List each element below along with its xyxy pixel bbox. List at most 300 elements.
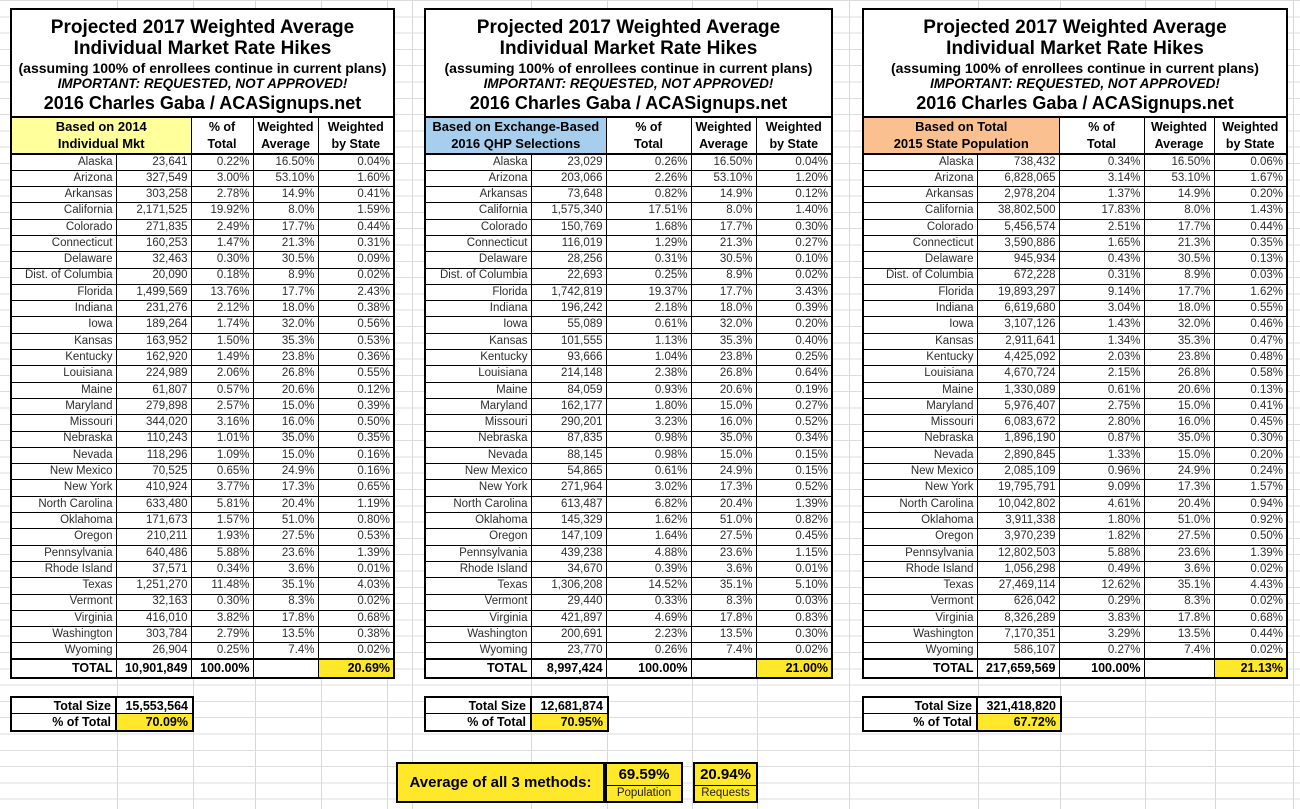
weighted-avg-cell[interactable]: 35.3% (253, 333, 318, 349)
weighted-state-cell[interactable]: 0.48% (1214, 350, 1287, 366)
total-blank-cell[interactable] (253, 659, 318, 678)
weighted-avg-cell[interactable]: 16.0% (691, 415, 756, 431)
basis-header[interactable] (425, 117, 606, 154)
pct-total-cell[interactable]: 1.64% (606, 529, 691, 545)
state-cell[interactable]: Connecticut (11, 235, 116, 251)
weighted-avg-cell[interactable]: 3.6% (1144, 561, 1214, 577)
pct-total-cell[interactable]: 17.51% (606, 203, 691, 219)
weighted-state-cell[interactable]: 1.39% (318, 545, 394, 561)
total-weighted-cell[interactable]: 20.69% (318, 659, 394, 678)
state-cell[interactable]: Iowa (425, 317, 531, 333)
pct-of-total-value[interactable]: 67.72% (978, 714, 1060, 730)
pct-total-cell[interactable]: 0.65% (191, 464, 253, 480)
weighted-avg-cell[interactable]: 7.4% (253, 643, 318, 659)
pct-of-total-label[interactable]: % of Total (426, 714, 532, 730)
pct-total-cell[interactable]: 0.25% (191, 643, 253, 659)
enrollment-cell[interactable]: 10,042,802 (977, 496, 1059, 512)
state-cell[interactable]: North Carolina (11, 496, 116, 512)
weighted-state-cell[interactable]: 0.09% (318, 252, 394, 268)
enrollment-cell[interactable]: 189,264 (116, 317, 191, 333)
weighted-avg-cell[interactable]: 30.5% (253, 252, 318, 268)
enrollment-cell[interactable]: 1,330,089 (977, 382, 1059, 398)
weighted-state-cell[interactable]: 0.45% (1214, 415, 1287, 431)
weighted-state-cell[interactable]: 3.43% (756, 284, 832, 300)
total-size-label[interactable]: Total Size (426, 698, 532, 714)
pct-total-cell[interactable]: 9.09% (1059, 480, 1144, 496)
weighted-state-cell[interactable]: 0.53% (318, 333, 394, 349)
weighted-avg-cell[interactable]: 17.7% (691, 219, 756, 235)
weighted-avg-cell[interactable]: 20.6% (1144, 382, 1214, 398)
pct-total-cell[interactable]: 0.61% (1059, 382, 1144, 398)
weighted-state-cell[interactable]: 0.12% (318, 382, 394, 398)
weighted-avg-cell[interactable]: 18.0% (253, 301, 318, 317)
enrollment-cell[interactable]: 6,828,065 (977, 170, 1059, 186)
weighted-avg-cell[interactable]: 21.3% (1144, 235, 1214, 251)
state-cell[interactable]: Vermont (11, 594, 116, 610)
state-cell[interactable]: Nebraska (863, 431, 977, 447)
weighted-state-cell[interactable]: 1.43% (1214, 203, 1287, 219)
weighted-state-cell[interactable]: 0.25% (756, 350, 832, 366)
weighted-avg-cell[interactable]: 32.0% (1144, 317, 1214, 333)
pct-total-cell[interactable]: 3.14% (1059, 170, 1144, 186)
weighted-avg-cell[interactable]: 20.6% (691, 382, 756, 398)
pct-total-cell[interactable]: 4.61% (1059, 496, 1144, 512)
enrollment-cell[interactable]: 110,243 (116, 431, 191, 447)
enrollment-cell[interactable]: 279,898 (116, 398, 191, 414)
pct-total-cell[interactable]: 4.88% (606, 545, 691, 561)
enrollment-cell[interactable]: 633,480 (116, 496, 191, 512)
pct-total-cell[interactable]: 0.33% (606, 594, 691, 610)
weighted-avg-cell[interactable]: 17.3% (691, 480, 756, 496)
weighted-state-cell[interactable]: 0.55% (318, 366, 394, 382)
total-size-label[interactable]: Total Size (12, 698, 117, 714)
weighted-avg-cell[interactable]: 20.4% (691, 496, 756, 512)
state-cell[interactable]: Alaska (11, 154, 116, 170)
enrollment-cell[interactable]: 32,463 (116, 252, 191, 268)
enrollment-cell[interactable]: 101,555 (531, 333, 606, 349)
weighted-avg-cell[interactable]: 35.1% (691, 578, 756, 594)
weighted-avg-cell[interactable]: 24.9% (1144, 464, 1214, 480)
pct-total-cell[interactable]: 0.18% (191, 268, 253, 284)
weighted-avg-cell[interactable]: 15.0% (1144, 447, 1214, 463)
enrollment-cell[interactable]: 214,148 (531, 366, 606, 382)
basis-header[interactable] (863, 117, 1059, 154)
weighted-state-cell[interactable]: 1.60% (318, 170, 394, 186)
pct-total-cell[interactable]: 1.13% (606, 333, 691, 349)
weighted-state-cell[interactable]: 0.35% (1214, 235, 1287, 251)
weighted-state-cell[interactable]: 0.20% (756, 317, 832, 333)
weighted-avg-cell[interactable]: 8.3% (691, 594, 756, 610)
state-cell[interactable]: North Carolina (425, 496, 531, 512)
weighted-state-cell[interactable]: 0.50% (318, 415, 394, 431)
weighted-state-cell[interactable]: 0.38% (318, 627, 394, 643)
weighted-avg-cell[interactable]: 35.1% (253, 578, 318, 594)
enrollment-cell[interactable]: 84,059 (531, 382, 606, 398)
state-cell[interactable]: Alaska (425, 154, 531, 170)
total-blank-cell[interactable] (691, 659, 756, 678)
weighted-state-cell[interactable]: 0.44% (1214, 219, 1287, 235)
weighted-avg-cell[interactable]: 26.8% (1144, 366, 1214, 382)
total-value-cell[interactable]: 8,997,424 (531, 659, 606, 678)
weighted-state-cell[interactable]: 0.12% (756, 187, 832, 203)
weighted-avg-cell[interactable]: 21.3% (253, 235, 318, 251)
total-pct-cell[interactable]: 100.00% (606, 659, 691, 678)
pct-total-cell[interactable]: 1.68% (606, 219, 691, 235)
enrollment-cell[interactable]: 162,920 (116, 350, 191, 366)
weighted-state-cell[interactable]: 0.83% (756, 610, 832, 626)
weighted-state-cell[interactable]: 0.45% (756, 529, 832, 545)
enrollment-cell[interactable]: 303,784 (116, 627, 191, 643)
weighted-avg-cell[interactable]: 8.0% (253, 203, 318, 219)
weighted-avg-cell[interactable]: 23.8% (1144, 350, 1214, 366)
enrollment-cell[interactable]: 613,487 (531, 496, 606, 512)
state-cell[interactable]: Oregon (863, 529, 977, 545)
weighted-avg-cell[interactable]: 17.8% (691, 610, 756, 626)
pct-total-cell[interactable]: 4.69% (606, 610, 691, 626)
state-cell[interactable]: Florida (425, 284, 531, 300)
weighted-state-cell[interactable]: 4.03% (318, 578, 394, 594)
enrollment-cell[interactable]: 1,896,190 (977, 431, 1059, 447)
average-methods-label[interactable]: Average of all 3 methods: (396, 762, 605, 803)
enrollment-cell[interactable]: 196,242 (531, 301, 606, 317)
pct-total-cell[interactable]: 6.82% (606, 496, 691, 512)
state-cell[interactable]: Louisiana (11, 366, 116, 382)
state-cell[interactable]: Maine (863, 382, 977, 398)
total-weighted-cell[interactable]: 21.00% (756, 659, 832, 678)
enrollment-cell[interactable]: 6,083,672 (977, 415, 1059, 431)
col-header-weighted-average[interactable]: Weighted Average (253, 117, 318, 154)
weighted-avg-cell[interactable]: 16.0% (1144, 415, 1214, 431)
pct-total-cell[interactable]: 1.43% (1059, 317, 1144, 333)
enrollment-cell[interactable]: 162,177 (531, 398, 606, 414)
weighted-state-cell[interactable]: 0.34% (756, 431, 832, 447)
weighted-state-cell[interactable]: 0.55% (1214, 301, 1287, 317)
state-cell[interactable]: Maryland (863, 398, 977, 414)
total-weighted-cell[interactable]: 21.13% (1214, 659, 1287, 678)
state-cell[interactable]: Arizona (425, 170, 531, 186)
state-cell[interactable]: Dist. of Columbia (11, 268, 116, 284)
enrollment-cell[interactable]: 116,019 (531, 235, 606, 251)
pct-total-cell[interactable]: 2.03% (1059, 350, 1144, 366)
enrollment-cell[interactable]: 12,802,503 (977, 545, 1059, 561)
pct-total-cell[interactable]: 14.52% (606, 578, 691, 594)
pct-total-cell[interactable]: 3.82% (191, 610, 253, 626)
pct-total-cell[interactable]: 1.49% (191, 350, 253, 366)
state-cell[interactable]: Washington (11, 627, 116, 643)
enrollment-cell[interactable]: 344,020 (116, 415, 191, 431)
pct-total-cell[interactable]: 1.93% (191, 529, 253, 545)
pct-total-cell[interactable]: 19.92% (191, 203, 253, 219)
state-cell[interactable]: New Mexico (863, 464, 977, 480)
pct-total-cell[interactable]: 1.57% (191, 513, 253, 529)
weighted-avg-cell[interactable]: 15.0% (253, 447, 318, 463)
state-cell[interactable]: Washington (425, 627, 531, 643)
state-cell[interactable]: Texas (11, 578, 116, 594)
pct-total-cell[interactable]: 0.27% (1059, 643, 1144, 659)
enrollment-cell[interactable]: 88,145 (531, 447, 606, 463)
weighted-avg-cell[interactable]: 18.0% (1144, 301, 1214, 317)
pct-total-cell[interactable]: 0.61% (606, 317, 691, 333)
pct-total-cell[interactable]: 0.34% (1059, 154, 1144, 170)
state-cell[interactable]: Virginia (863, 610, 977, 626)
weighted-avg-cell[interactable]: 35.0% (1144, 431, 1214, 447)
enrollment-cell[interactable]: 6,619,680 (977, 301, 1059, 317)
state-cell[interactable]: Delaware (425, 252, 531, 268)
weighted-state-cell[interactable]: 0.80% (318, 513, 394, 529)
state-cell[interactable]: Iowa (863, 317, 977, 333)
enrollment-cell[interactable]: 439,238 (531, 545, 606, 561)
requests-average-cell[interactable] (693, 762, 758, 803)
state-cell[interactable]: Kansas (863, 333, 977, 349)
pct-of-total-value[interactable]: 70.09% (117, 714, 192, 730)
enrollment-cell[interactable]: 1,251,270 (116, 578, 191, 594)
state-cell[interactable]: Indiana (863, 301, 977, 317)
enrollment-cell[interactable]: 93,666 (531, 350, 606, 366)
weighted-avg-cell[interactable]: 14.9% (691, 187, 756, 203)
weighted-state-cell[interactable]: 0.16% (318, 464, 394, 480)
enrollment-cell[interactable]: 2,911,641 (977, 333, 1059, 349)
enrollment-cell[interactable]: 2,171,525 (116, 203, 191, 219)
weighted-state-cell[interactable]: 0.02% (756, 268, 832, 284)
weighted-state-cell[interactable]: 1.39% (756, 496, 832, 512)
pct-total-cell[interactable]: 0.96% (1059, 464, 1144, 480)
enrollment-cell[interactable]: 28,256 (531, 252, 606, 268)
col-header-weighted-by-state[interactable]: Weighted by State (756, 117, 832, 154)
pct-total-cell[interactable]: 3.00% (191, 170, 253, 186)
weighted-avg-cell[interactable]: 17.3% (1144, 480, 1214, 496)
weighted-state-cell[interactable]: 0.02% (318, 594, 394, 610)
weighted-state-cell[interactable]: 0.30% (756, 219, 832, 235)
weighted-state-cell[interactable]: 0.94% (1214, 496, 1287, 512)
enrollment-cell[interactable]: 160,253 (116, 235, 191, 251)
enrollment-cell[interactable]: 163,952 (116, 333, 191, 349)
enrollment-cell[interactable]: 672,228 (977, 268, 1059, 284)
enrollment-cell[interactable]: 26,904 (116, 643, 191, 659)
pct-total-cell[interactable]: 2.51% (1059, 219, 1144, 235)
pct-total-cell[interactable]: 2.23% (606, 627, 691, 643)
total-size-label[interactable]: Total Size (864, 698, 978, 714)
pct-total-cell[interactable]: 0.57% (191, 382, 253, 398)
pct-total-cell[interactable]: 2.78% (191, 187, 253, 203)
enrollment-cell[interactable]: 1,742,819 (531, 284, 606, 300)
enrollment-cell[interactable]: 61,807 (116, 382, 191, 398)
weighted-state-cell[interactable]: 0.20% (1214, 447, 1287, 463)
weighted-avg-cell[interactable]: 3.6% (253, 561, 318, 577)
enrollment-cell[interactable]: 421,897 (531, 610, 606, 626)
total-pct-cell[interactable]: 100.00% (191, 659, 253, 678)
enrollment-cell[interactable]: 73,648 (531, 187, 606, 203)
weighted-avg-cell[interactable]: 35.3% (691, 333, 756, 349)
weighted-avg-cell[interactable]: 51.0% (253, 513, 318, 529)
weighted-state-cell[interactable]: 0.46% (1214, 317, 1287, 333)
state-cell[interactable]: Oregon (425, 529, 531, 545)
weighted-state-cell[interactable]: 0.68% (318, 610, 394, 626)
enrollment-cell[interactable]: 150,769 (531, 219, 606, 235)
weighted-avg-cell[interactable]: 26.8% (253, 366, 318, 382)
enrollment-cell[interactable]: 171,673 (116, 513, 191, 529)
state-cell[interactable]: Rhode Island (863, 561, 977, 577)
enrollment-cell[interactable]: 5,976,407 (977, 398, 1059, 414)
pct-total-cell[interactable]: 13.76% (191, 284, 253, 300)
weighted-avg-cell[interactable]: 17.8% (253, 610, 318, 626)
weighted-state-cell[interactable]: 1.57% (1214, 480, 1287, 496)
weighted-state-cell[interactable]: 0.01% (756, 561, 832, 577)
weighted-avg-cell[interactable]: 17.7% (253, 219, 318, 235)
weighted-state-cell[interactable]: 0.35% (318, 431, 394, 447)
enrollment-cell[interactable]: 738,432 (977, 154, 1059, 170)
total-label-cell[interactable]: TOTAL (11, 659, 116, 678)
col-header-pct-of-total[interactable]: % of Total (1059, 117, 1144, 154)
pct-total-cell[interactable]: 17.83% (1059, 203, 1144, 219)
state-cell[interactable]: Missouri (863, 415, 977, 431)
state-cell[interactable]: New York (11, 480, 116, 496)
state-cell[interactable]: Delaware (863, 252, 977, 268)
col-header-weighted-average[interactable]: Weighted Average (691, 117, 756, 154)
state-cell[interactable]: Texas (863, 578, 977, 594)
state-cell[interactable]: New Mexico (11, 464, 116, 480)
state-cell[interactable]: Colorado (425, 219, 531, 235)
enrollment-cell[interactable]: 2,890,845 (977, 447, 1059, 463)
pct-total-cell[interactable]: 3.29% (1059, 627, 1144, 643)
pct-total-cell[interactable]: 2.49% (191, 219, 253, 235)
total-size-value[interactable]: 321,418,820 (978, 698, 1060, 714)
state-cell[interactable]: Nevada (863, 447, 977, 463)
weighted-avg-cell[interactable]: 16.50% (1144, 154, 1214, 170)
weighted-state-cell[interactable]: 5.10% (756, 578, 832, 594)
weighted-avg-cell[interactable]: 51.0% (1144, 513, 1214, 529)
pct-total-cell[interactable]: 0.26% (606, 154, 691, 170)
weighted-state-cell[interactable]: 0.02% (1214, 594, 1287, 610)
weighted-state-cell[interactable]: 1.39% (1214, 545, 1287, 561)
weighted-state-cell[interactable]: 0.04% (756, 154, 832, 170)
pct-of-total-label[interactable]: % of Total (12, 714, 117, 730)
enrollment-cell[interactable]: 3,911,338 (977, 513, 1059, 529)
state-cell[interactable]: Pennsylvania (11, 545, 116, 561)
enrollment-cell[interactable]: 1,056,298 (977, 561, 1059, 577)
enrollment-cell[interactable]: 19,795,791 (977, 480, 1059, 496)
enrollment-cell[interactable]: 22,693 (531, 268, 606, 284)
weighted-state-cell[interactable]: 0.13% (1214, 382, 1287, 398)
state-cell[interactable]: California (863, 203, 977, 219)
pct-total-cell[interactable]: 0.87% (1059, 431, 1144, 447)
weighted-state-cell[interactable]: 0.58% (1214, 366, 1287, 382)
pct-total-cell[interactable]: 1.09% (191, 447, 253, 463)
weighted-avg-cell[interactable]: 35.0% (253, 431, 318, 447)
weighted-avg-cell[interactable]: 14.9% (1144, 187, 1214, 203)
state-cell[interactable]: California (425, 203, 531, 219)
weighted-avg-cell[interactable]: 27.5% (1144, 529, 1214, 545)
state-cell[interactable]: Oklahoma (425, 513, 531, 529)
pct-total-cell[interactable]: 0.25% (606, 268, 691, 284)
state-cell[interactable]: Indiana (425, 301, 531, 317)
pct-total-cell[interactable]: 1.33% (1059, 447, 1144, 463)
pct-total-cell[interactable]: 3.77% (191, 480, 253, 496)
enrollment-cell[interactable]: 410,924 (116, 480, 191, 496)
weighted-state-cell[interactable]: 1.15% (756, 545, 832, 561)
weighted-avg-cell[interactable]: 15.0% (1144, 398, 1214, 414)
state-cell[interactable]: California (11, 203, 116, 219)
pct-total-cell[interactable]: 1.74% (191, 317, 253, 333)
col-header-weighted-average[interactable]: Weighted Average (1144, 117, 1214, 154)
state-cell[interactable]: Maryland (425, 398, 531, 414)
state-cell[interactable]: Florida (863, 284, 977, 300)
weighted-state-cell[interactable]: 0.41% (1214, 398, 1287, 414)
weighted-state-cell[interactable]: 0.27% (756, 398, 832, 414)
enrollment-cell[interactable]: 118,296 (116, 447, 191, 463)
weighted-avg-cell[interactable]: 8.0% (1144, 203, 1214, 219)
enrollment-cell[interactable]: 3,590,886 (977, 235, 1059, 251)
enrollment-cell[interactable]: 1,306,208 (531, 578, 606, 594)
weighted-avg-cell[interactable]: 23.8% (691, 350, 756, 366)
state-cell[interactable]: Pennsylvania (425, 545, 531, 561)
weighted-state-cell[interactable]: 0.64% (756, 366, 832, 382)
total-size-value[interactable]: 15,553,564 (117, 698, 192, 714)
weighted-avg-cell[interactable]: 17.7% (1144, 219, 1214, 235)
weighted-avg-cell[interactable]: 15.0% (691, 447, 756, 463)
total-blank-cell[interactable] (1144, 659, 1214, 678)
state-cell[interactable]: Delaware (11, 252, 116, 268)
weighted-state-cell[interactable]: 0.01% (318, 561, 394, 577)
pct-total-cell[interactable]: 0.93% (606, 382, 691, 398)
pct-total-cell[interactable]: 0.30% (191, 594, 253, 610)
state-cell[interactable]: Wyoming (11, 643, 116, 659)
pct-total-cell[interactable]: 0.39% (606, 561, 691, 577)
enrollment-cell[interactable]: 210,211 (116, 529, 191, 545)
pct-total-cell[interactable]: 1.29% (606, 235, 691, 251)
enrollment-cell[interactable]: 54,865 (531, 464, 606, 480)
weighted-state-cell[interactable]: 0.68% (1214, 610, 1287, 626)
state-cell[interactable]: Missouri (425, 415, 531, 431)
weighted-state-cell[interactable]: 0.20% (1214, 187, 1287, 203)
weighted-state-cell[interactable]: 0.27% (756, 235, 832, 251)
enrollment-cell[interactable]: 626,042 (977, 594, 1059, 610)
state-cell[interactable]: Maine (425, 382, 531, 398)
state-cell[interactable]: North Carolina (863, 496, 977, 512)
enrollment-cell[interactable]: 4,425,092 (977, 350, 1059, 366)
weighted-state-cell[interactable]: 0.53% (318, 529, 394, 545)
enrollment-cell[interactable]: 19,893,297 (977, 284, 1059, 300)
population-average-cell[interactable] (605, 762, 683, 803)
weighted-state-cell[interactable]: 0.02% (1214, 643, 1287, 659)
pct-total-cell[interactable]: 1.47% (191, 235, 253, 251)
state-cell[interactable]: Kansas (425, 333, 531, 349)
weighted-avg-cell[interactable]: 17.7% (253, 284, 318, 300)
state-cell[interactable]: Florida (11, 284, 116, 300)
state-cell[interactable]: Virginia (425, 610, 531, 626)
state-cell[interactable]: Nebraska (425, 431, 531, 447)
state-cell[interactable]: Texas (425, 578, 531, 594)
state-cell[interactable]: New Mexico (425, 464, 531, 480)
enrollment-cell[interactable]: 7,170,351 (977, 627, 1059, 643)
state-cell[interactable]: Nevada (11, 447, 116, 463)
weighted-avg-cell[interactable]: 8.3% (253, 594, 318, 610)
weighted-state-cell[interactable]: 0.56% (318, 317, 394, 333)
weighted-state-cell[interactable]: 0.39% (756, 301, 832, 317)
enrollment-cell[interactable]: 34,670 (531, 561, 606, 577)
pct-total-cell[interactable]: 1.04% (606, 350, 691, 366)
weighted-state-cell[interactable]: 0.24% (1214, 464, 1287, 480)
weighted-avg-cell[interactable]: 23.6% (253, 545, 318, 561)
state-cell[interactable]: Louisiana (863, 366, 977, 382)
state-cell[interactable]: Arizona (11, 170, 116, 186)
pct-total-cell[interactable]: 0.30% (191, 252, 253, 268)
pct-total-cell[interactable]: 0.49% (1059, 561, 1144, 577)
weighted-state-cell[interactable]: 0.65% (318, 480, 394, 496)
state-cell[interactable]: Oklahoma (11, 513, 116, 529)
weighted-avg-cell[interactable]: 53.10% (1144, 170, 1214, 186)
pct-of-total-label[interactable]: % of Total (864, 714, 978, 730)
weighted-avg-cell[interactable]: 30.5% (691, 252, 756, 268)
